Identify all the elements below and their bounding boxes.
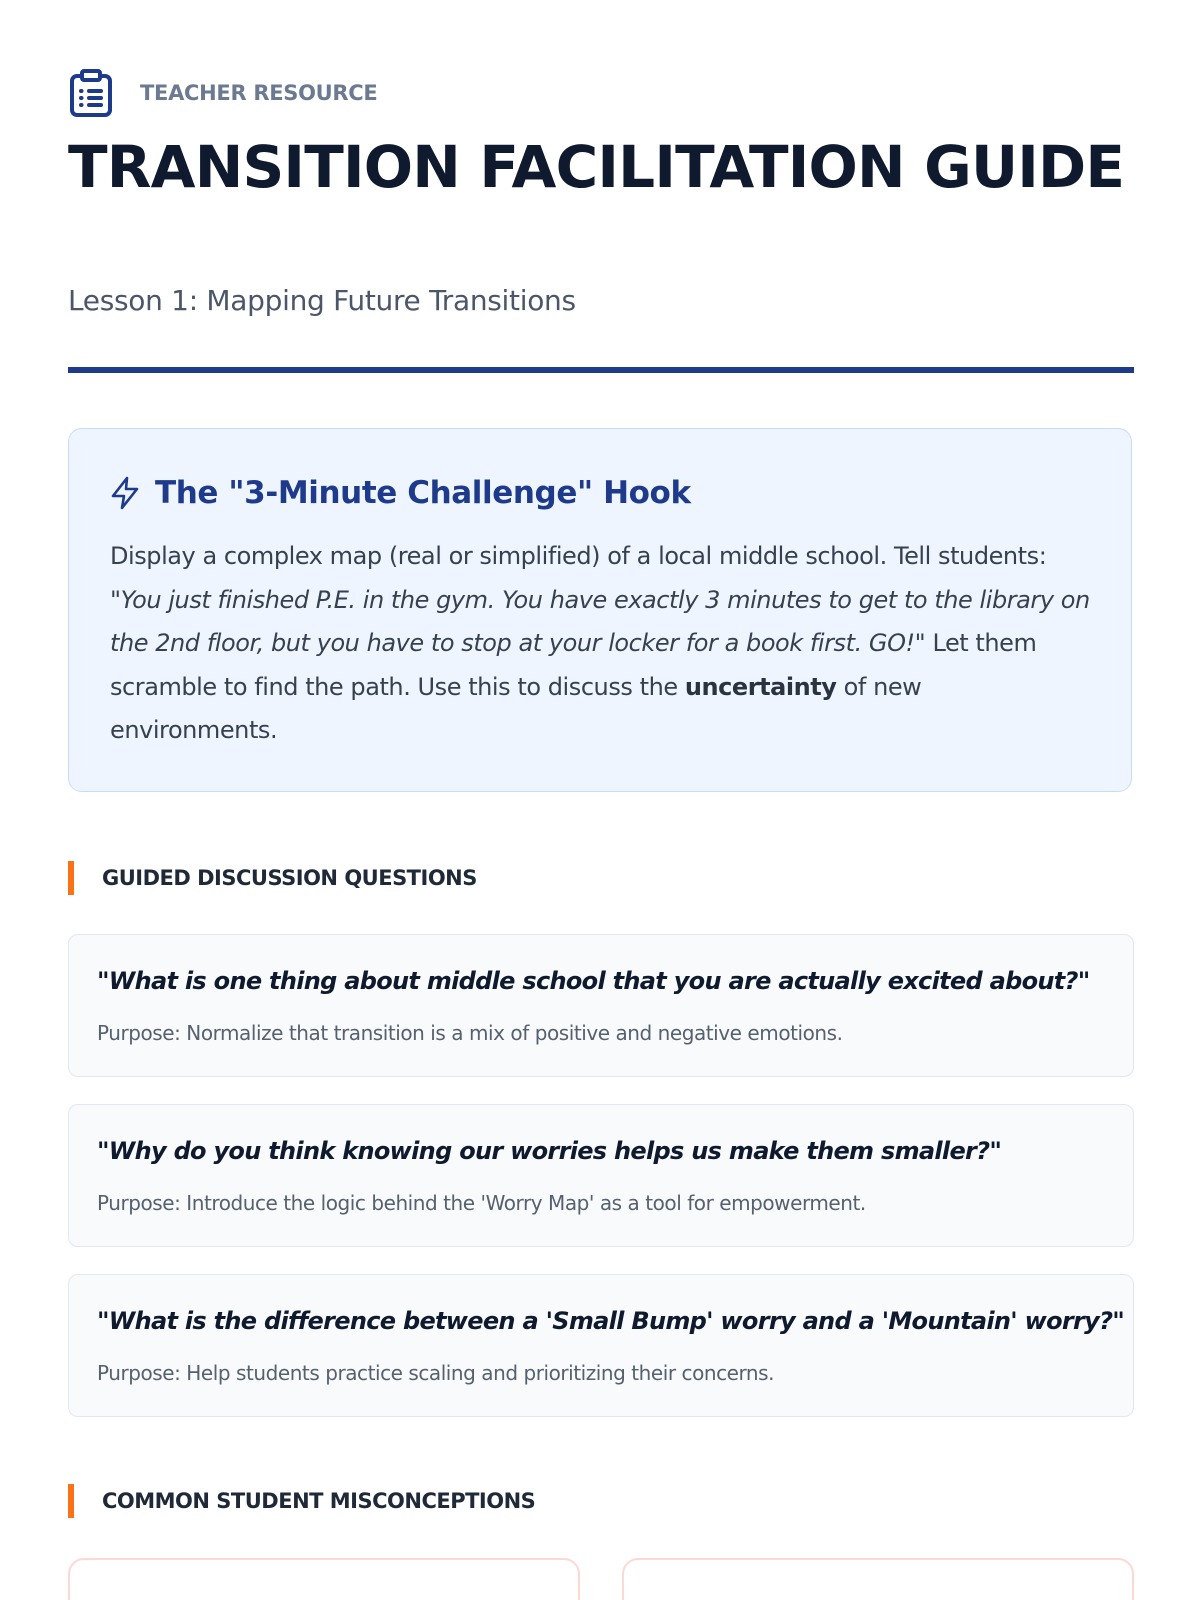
section-accent-bar bbox=[68, 1484, 74, 1518]
question-card bbox=[68, 1274, 1134, 1417]
section-heading-text: COMMON STUDENT MISCONCEPTIONS bbox=[102, 1489, 536, 1513]
page-title: TRANSITION FACILITATION GUIDE bbox=[68, 133, 1125, 201]
question-text: "What is the difference between a 'Small Bump' worry and a 'Mountain' worry?" bbox=[97, 1307, 1125, 1335]
page-subtitle: Lesson 1: Mapping Future Transitions bbox=[68, 284, 576, 317]
question-purpose: Purpose: Introduce the logic behind the 'Worry Map' as a tool for empowerment. bbox=[97, 1191, 866, 1215]
hook-body bbox=[110, 535, 1095, 753]
hook-body-intro: Display a complex map (real or simplified) of a local middle school. Tell students: bbox=[110, 542, 1047, 570]
question-text: "What is one thing about middle school that you are actually excited about?" bbox=[97, 967, 1090, 995]
hook-title-text: The "3-Minute Challenge" Hook bbox=[155, 475, 691, 511]
eyebrow bbox=[68, 68, 377, 118]
hook-body-mid: Let them scramble to find the path. Use this to discuss the bbox=[110, 629, 1037, 701]
section-heading-misconceptions bbox=[68, 1484, 535, 1518]
hook-body-end: of new environments. bbox=[110, 672, 922, 744]
question-purpose: Purpose: Normalize that transition is a mix of positive and negative emotions. bbox=[97, 1021, 843, 1045]
section-heading-discussion bbox=[68, 861, 477, 895]
misconception-card bbox=[68, 1558, 580, 1600]
clipboard-list-icon bbox=[68, 68, 114, 118]
lightning-bolt-icon bbox=[109, 476, 141, 510]
hook-body-emphasis: uncertainty bbox=[684, 672, 837, 701]
question-card bbox=[68, 1104, 1134, 1247]
misconception-card bbox=[622, 1558, 1134, 1600]
header-divider bbox=[68, 367, 1134, 373]
section-accent-bar bbox=[68, 861, 74, 895]
hook-card bbox=[68, 428, 1132, 792]
question-text: "Why do you think knowing our worries helps us make them smaller?" bbox=[97, 1137, 1002, 1165]
eyebrow-label: TEACHER RESOURCE bbox=[140, 81, 378, 105]
hook-body-quote: "You just finished P.E. in the gym. You have exactly 3 minutes to get to the library on the 2nd floor, but you have to stop at your locker for a book first. GO!" bbox=[110, 585, 1090, 657]
question-card bbox=[68, 934, 1134, 1077]
hook-title bbox=[109, 475, 691, 511]
question-purpose: Purpose: Help students practice scaling and prioritizing their concerns. bbox=[97, 1361, 775, 1385]
section-heading-text: GUIDED DISCUSSION QUESTIONS bbox=[102, 866, 477, 890]
